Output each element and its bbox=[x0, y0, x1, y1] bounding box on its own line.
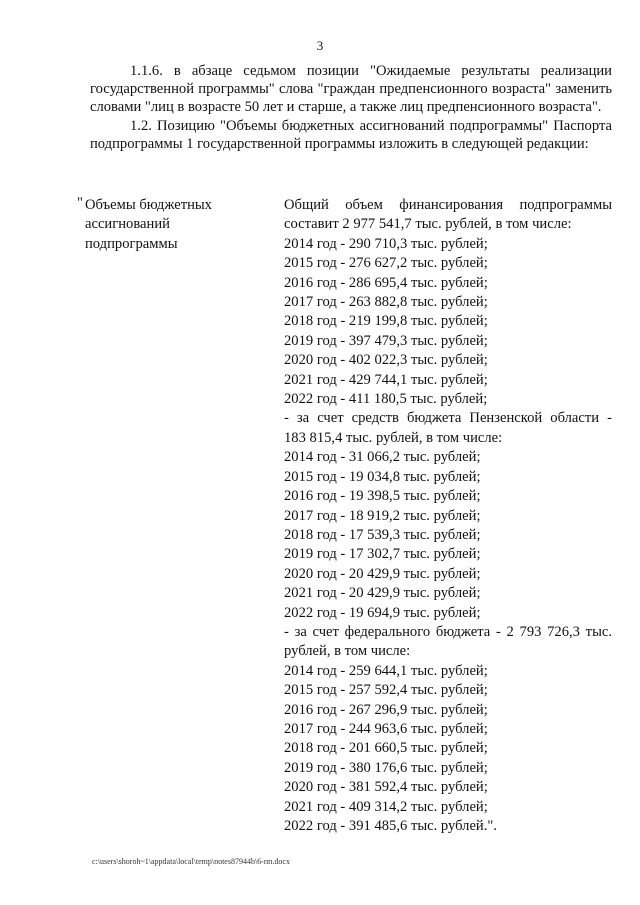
content-line: 2020 год - 20 429,9 тыс. рублей; bbox=[284, 565, 481, 582]
page-number: 3 bbox=[316, 38, 324, 53]
content-line: 2018 год - 201 660,5 тыс. рублей; bbox=[284, 740, 488, 757]
content-line: 2016 год - 286 695,4 тыс. рублей; bbox=[284, 274, 488, 291]
content-line: 2015 год - 276 627,2 тыс. рублей; bbox=[284, 255, 488, 272]
content-line: 2015 год - 257 592,4 тыс. рублей; bbox=[284, 682, 488, 699]
body-paragraphs bbox=[90, 62, 612, 153]
content-line: 2021 год - 409 314,2 тыс. рублей; bbox=[284, 798, 488, 815]
label-line: подпрограммы bbox=[85, 235, 178, 252]
file-path-footer: c:\users\shoroh~1\appdata\local\temp\notes87944b\6-пп.docx bbox=[92, 857, 290, 866]
label-line: ассигнований bbox=[85, 216, 170, 233]
content-line: 2016 год - 267 296,9 тыс. рублей; bbox=[284, 701, 488, 718]
funding-block bbox=[77, 195, 612, 834]
content-line: 2017 год - 263 882,8 тыс. рублей; bbox=[284, 294, 488, 311]
paragraph-1-2: 1.2. Позицию "Объемы бюджетных ассигнований подпрограммы" Паспорта подпрограммы 1 государственной программы изложить в следующей редакции: bbox=[90, 117, 612, 152]
content-line: 2018 год - 219 199,8 тыс. рублей; bbox=[284, 313, 488, 330]
content-line: 2017 год - 244 963,6 тыс. рублей; bbox=[284, 720, 488, 737]
content-line: - за счет средств бюджета Пензенской области - bbox=[284, 410, 612, 427]
content-line: 2019 год - 17 302,7 тыс. рублей; bbox=[284, 546, 481, 563]
content-line: 2018 год - 17 539,3 тыс. рублей; bbox=[284, 526, 481, 543]
label-line: Объемы бюджетных bbox=[85, 197, 212, 213]
content-line: 2022 год - 411 180,5 тыс. рублей; bbox=[284, 391, 488, 408]
content-line: составит 2 977 541,7 тыс. рублей, в том числе: bbox=[284, 216, 572, 233]
content-line: 2014 год - 259 644,1 тыс. рублей; bbox=[284, 662, 488, 679]
content-line: 2016 год - 19 398,5 тыс. рублей; bbox=[284, 488, 481, 505]
content-line: 2022 год - 19 694,9 тыс. рублей; bbox=[284, 604, 481, 621]
content-line: 2020 год - 381 592,4 тыс. рублей; bbox=[284, 779, 488, 796]
content-line: - за счет федерального бюджета - 2 793 726,3 тыс. bbox=[284, 623, 612, 640]
content-line: 2021 год - 20 429,9 тыс. рублей; bbox=[284, 585, 481, 602]
content-cell bbox=[284, 196, 612, 836]
content-line: 2017 год - 18 919,2 тыс. рублей; bbox=[284, 507, 481, 524]
content-line: 2021 год - 429 744,1 тыс. рублей; bbox=[284, 371, 488, 388]
content-line: 2014 год - 290 710,3 тыс. рублей; bbox=[284, 235, 488, 252]
opening-quote-mark: " bbox=[77, 195, 83, 211]
content-line: 2015 год - 19 034,8 тыс. рублей; bbox=[284, 468, 481, 485]
label-cell bbox=[85, 196, 260, 254]
content-line: 2019 год - 397 479,3 тыс. рублей; bbox=[284, 332, 488, 349]
content-line: 2020 год - 402 022,3 тыс. рублей; bbox=[284, 352, 488, 369]
content-line: 2022 год - 391 485,6 тыс. рублей.". bbox=[284, 818, 497, 834]
content-line: Общий объем финансирования подпрограммы bbox=[284, 197, 612, 213]
content-line: 2014 год - 31 066,2 тыс. рублей; bbox=[284, 449, 481, 466]
content-line: 2019 год - 380 176,6 тыс. рублей; bbox=[284, 759, 488, 776]
content-line: рублей, в том числе: bbox=[284, 643, 411, 660]
content-line: 183 815,4 тыс. рублей, в том числе: bbox=[284, 429, 503, 446]
paragraph-1-1-6: 1.1.6. в абзаце седьмом позиции "Ожидаемые результаты реализации государственной программы" слова "граждан предпенсионного возраста" заменить словами "лиц в возрасте 50 лет и старше, а также лиц предпенсионного возраста". bbox=[90, 63, 612, 116]
